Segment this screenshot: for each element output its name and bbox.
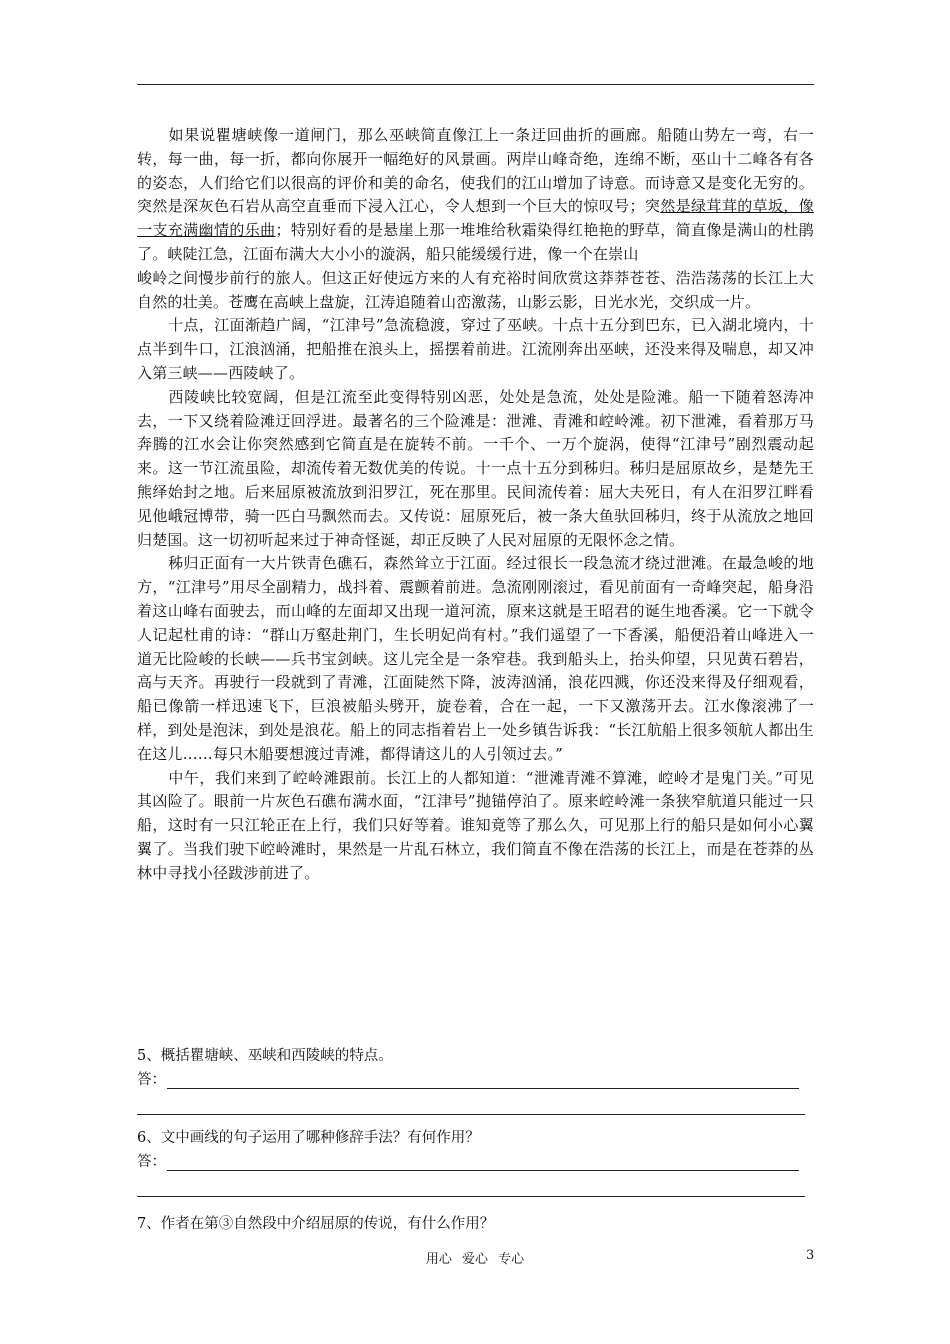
footer-motto: 用心 爱心 专心 <box>425 1252 525 1267</box>
paragraph-1-continued: 峻岭之间慢步前行的旅人。但这正好使远方来的人有充裕时间欣赏这莽莽苍苍、浩浩荡荡的长江上大自然的壮美。苍鹰在高峡上盘旋，江涛追随着山峦激荡，山影云影，日光水光，交织成一片。 <box>137 268 814 311</box>
answer-line[interactable] <box>167 1088 799 1089</box>
answer-line[interactable] <box>167 1170 799 1171</box>
paragraph-2 <box>137 314 814 385</box>
paragraph-4 <box>137 552 814 766</box>
page-number: 3 <box>806 1248 815 1263</box>
answer-label: 答： <box>137 1072 166 1088</box>
paragraph-1-text: 如果说瞿塘峡像一道闸门，那么巫峡简直像江上一条迂回曲折的画廊。船随山势左一弯，右一转，每一曲，每一折，都向你展开一幅绝好的风景画。两岸山峰奇绝，连绵不断，巫山十二峰各有各的姿态，人们给它们以很高的评价和美的命名，使我们的江山增加了诗意。而诗意又是变化无穷的。突然是深灰色石岩从高空直垂而下浸入江心，令人想到一个巨大的惊叹号；突 <box>137 126 814 216</box>
question-5: 5、概括瞿塘峡、巫峡和西陵峡的特点。 <box>137 1048 393 1064</box>
answer-6-extra-line[interactable] <box>137 1174 814 1204</box>
answer-5 <box>137 1070 814 1092</box>
underlined-sentence: 然是绿茸茸的草坂，像一支充满幽情的乐曲 <box>137 197 814 240</box>
paragraph-3 <box>137 386 814 553</box>
paragraph-5-text: 中午，我们来到了崆岭滩跟前。长江上的人都知道：“泄滩青滩不算滩，崆岭才是鬼门关。”可见其凶险了。眼前一片灰色石礁布满水面，“江津号”抛锚停泊了。原来崆岭滩一条狭窄航道只能过一只船，这时有一只江轮正在上行，我们只好等着。谁知竟等了那么久，可见那上行的船只是如何小心翼翼了。当我们驶下崆岭滩时，果然是一片乱石林立，我们简直不像在浩荡的长江上，而是在苍莽的丛林中寻找小径跋涉前进了。 <box>137 768 814 882</box>
question-section <box>137 1046 814 1238</box>
paragraph-2-text: 十点，江面渐趋广阔，“江津号”急流稳渡，穿过了巫峡。十点十五分到巴东，已入湖北境内，十点半到牛口，江浪汹涌，把船推在浪头上，摇摆着前进。江流刚奔出巫峡，还没来得及喘息，却又冲入第三峡——西陵峡了。 <box>137 316 814 382</box>
paragraph-4-text: 秭归正面有一大片铁青色礁石，森然耸立于江面。经过很长一段急流才绕过泄滩。在最急峻的地方，“江津号”用尽全副精力，战抖着、震颤着前进。急流刚刚滚过，看见前面有一奇峰突起，船身沿着这山峰右面驶去，而山峰的左面却又出现一道河流，原来这就是王昭君的诞生地香溪。它一下就令人记起杜甫的诗：“群山万壑赴荆门，生长明妃尚有村。”我们遥望了一下香溪，船便沿着山峰进入一道无比险峻的长峡——兵书宝剑峡。这儿完全是一条窄巷。我到船头上，抬头仰望，只见黄石碧岩，高与天齐。再驶行一段就到了青滩，江面陡然下降，波涛汹涌，浪花四溅，你还没来得及仔细观看，船已像箭一样迅速飞下，巨浪被船头劈开，旋卷着，合在一起，一下又激荡开去。江水像滚沸了一样，到处是泡沫，到处是浪花。船上的同志指着岩上一处乡镇告诉我：“长江航船上很多领航人都出生在这儿……每只木船要想渡过青滩，都得请这儿的人引领过去。” <box>137 554 814 763</box>
paragraph-1-text-after: ；特别好看的是悬崖上那一堆堆给秋霜染得红艳艳的野草，简直像是满山的杜鹃了。峡陡江急，江面布满大大小小的漩涡，船只能缓缓行进，像一个在崇山 <box>137 221 814 263</box>
answer-6 <box>137 1152 814 1174</box>
passage-body <box>137 124 814 886</box>
header-rule <box>137 84 814 85</box>
paragraph-3-text: 西陵峡比较宽阔，但是江流至此变得特别凶恶，处处是急流，处处是险滩。船一下随着怒涛冲去，一下又绕着险滩迂回浮进。最著名的三个险滩是：泄滩、青滩和崆岭滩。初下泄滩，看着那万马奔腾的江水会让你突然感到它简直是在旋转不前。一千个、一万个旋涡，使得“江津号”剧烈震动起来。这一节江流虽险，却流传着无数优美的传说。十一点十五分到秭归。秭归是屈原故乡，是楚先王熊绎始封之地。后来屈原被流放到汨罗江，死在那里。民间流传着：屈大夫死日，有人在汨罗江畔看见他峨冠博带，骑一匹白马飘然而去。又传说：屈原死后，被一条大鱼驮回秭归，终于从流放之地回归楚国。这一切初听起来过于神奇怪诞，却正反映了人民对屈原的无限怀念之情。 <box>137 387 814 549</box>
question-6: 6、文中画线的句子运用了哪种修辞手法？有何作用？ <box>137 1130 480 1146</box>
paragraph-5 <box>137 767 814 886</box>
question-7: 7、作者在第③自然段中介绍屈原的传说，有什么作用？ <box>137 1216 495 1232</box>
paragraph-1 <box>137 124 814 267</box>
answer-label: 答： <box>137 1154 166 1170</box>
answer-5-extra-line[interactable] <box>137 1092 814 1122</box>
